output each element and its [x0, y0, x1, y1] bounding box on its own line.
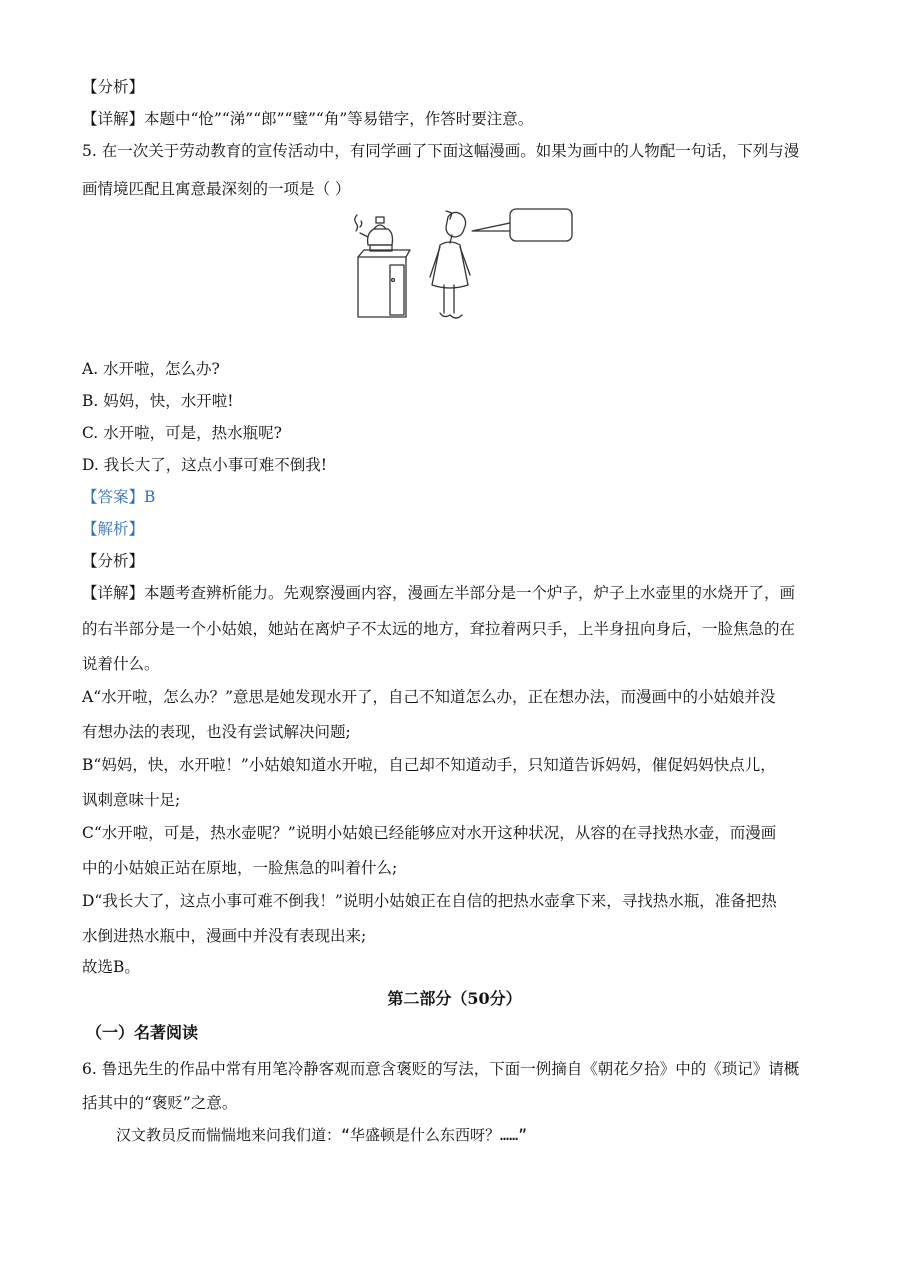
detail-line: C“水开啦，可是，热水壶呢？”说明小姑娘已经能够应对水开这种状况，从容的在寻找热水壶，而漫画 [82, 824, 777, 842]
question5-stem-2: 画情境匹配且寓意最深刻的一项是（ ） [82, 180, 351, 198]
detail-line: 【详解】本题考查辨析能力。先观察漫画内容，漫画左半部分是一个炉子，炉子上水壶里的水烧开了，画 [82, 584, 796, 602]
detail-line: D“我长大了，这点小事可难不倒我！”说明小姑娘正在自信的把热水壶拿下来，寻找热水瓶，准备把热 [82, 892, 777, 910]
detail-line: 说着什么。 [82, 655, 160, 673]
detail-line: 有想办法的表现，也没有尝试解决问题; [82, 723, 351, 741]
question5-stem-1: 5. 在一次关于劳动教育的宣传活动中，有同学画了下面这幅漫画。如果为画中的人物配一句话，下列与漫 [82, 142, 800, 160]
part-title: 第二部分（50分） [387, 989, 522, 1008]
cartoon-illustration [348, 205, 580, 327]
question6-stem-1: 6. 鲁迅先生的作品中常有用笔冷静客观而意含褒贬的写法，下面一例摘自《朝花夕拾》中的《琐记》请概 [82, 1060, 800, 1078]
speech-bubble [472, 209, 572, 241]
detail-line: 中的小姑娘正站在原地，一脸焦急的叫着什么; [82, 859, 398, 877]
section-heading: （一）名著阅读 [86, 1023, 199, 1042]
option-c: C. 水开啦，可是，热水瓶呢? [82, 424, 282, 442]
option-d: D. 我长大了，这点小事可难不倒我! [82, 456, 327, 474]
stove-drawing [358, 245, 410, 317]
question6-stem-2: 括其中的“褒贬”之意。 [82, 1094, 238, 1112]
option-a: A. 水开啦，怎么办? [82, 360, 220, 378]
girl-drawing [430, 211, 470, 318]
detail-line: A“水开啦，怎么办？”意思是她发现水开了，自己不知道怎么办，正在想办法，而漫画中的小姑娘并没 [82, 688, 776, 706]
detail-line: 讽刺意味十足; [82, 791, 181, 809]
quote-text: 汉文教员反而惴惴地来问我们道：“华盛顿是什么东西呀？……” [116, 1126, 528, 1144]
analysis-label: 【分析】 [82, 78, 145, 96]
detail-line: 故选B。 [82, 958, 140, 976]
detail-text: 【详解】本题中“怆”“涕”“郎”“璧”“角”等易错字，作答时要注意。 [82, 110, 534, 128]
detail-line: B“妈妈，快，水开啦！”小姑娘知道水开啦，自己却不知道动手，只知道告诉妈妈，催促妈妈快点儿， [82, 756, 776, 774]
detail-line: 水倒进热水瓶中，漫画中并没有表现出来; [82, 927, 367, 945]
analysis-label-2: 【分析】 [82, 552, 145, 570]
kettle-drawing [355, 215, 393, 245]
detail-line: 的右半部分是一个小姑娘，她站在离炉子不太远的地方，耷拉着两只手，上半身扭向身后，一脸焦急的在 [82, 620, 796, 638]
answer-label: 【答案】B [82, 488, 156, 506]
explain-label: 【解析】 [82, 520, 145, 538]
option-b: B. 妈妈，快，水开啦! [82, 392, 234, 410]
